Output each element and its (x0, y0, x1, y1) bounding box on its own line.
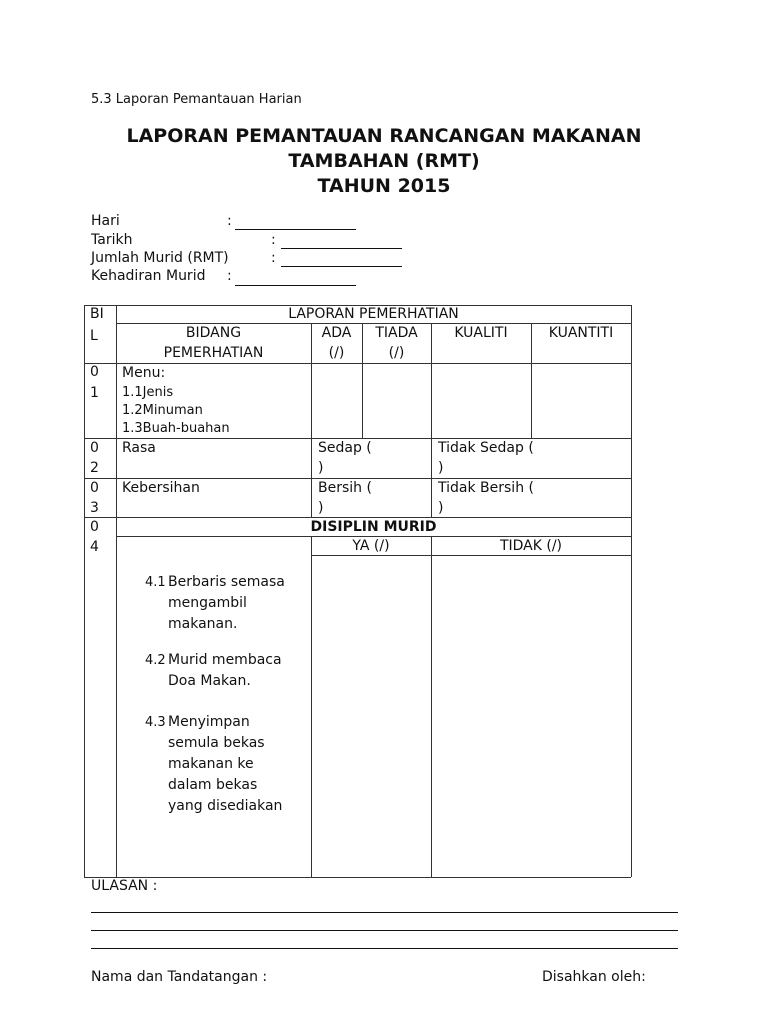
col-ya: YA (/) (352, 538, 390, 554)
field-jumlah-input[interactable] (281, 266, 402, 267)
field-kehadiran-label: Kehadiran Murid (91, 268, 206, 284)
row2-option-tidak-sedap: Tidak Sedap ( (438, 440, 534, 456)
field-jumlah-label: Jumlah Murid (RMT) (91, 250, 229, 266)
col-tiada-line-2: (/) (388, 345, 405, 361)
row1-bil-line-1: 0 (90, 364, 99, 380)
ulasan-line[interactable] (91, 930, 678, 931)
field-kehadiran-colon: : (227, 268, 232, 284)
row3-bil-line-2: 3 (90, 500, 99, 516)
page-title-line-1: LAPORAN PEMANTAUAN RANCANGAN MAKANAN (126, 125, 642, 147)
row2-bil-line-2: 2 (90, 460, 99, 476)
bil-header-line-1: BI (90, 306, 104, 322)
disiplin-murid-header: DISIPLIN MURID (310, 519, 437, 535)
col-ada-line-1: ADA (321, 325, 352, 341)
disiplin-item-text: makanan ke (168, 756, 254, 772)
disiplin-item-text: dalam bekas (168, 777, 258, 793)
field-tarikh-label: Tarikh (91, 232, 133, 248)
nama-tandatangan-label: Nama dan Tandatangan : (91, 969, 268, 985)
disiplin-item-text: semula bekas (168, 735, 265, 751)
field-hari-input[interactable] (235, 229, 356, 230)
col-kualiti: KUALITI (454, 325, 508, 341)
row1-item: 1.2Minuman (122, 403, 203, 418)
row1-item: 1.1Jenis (122, 385, 174, 400)
field-kehadiran-input[interactable] (235, 285, 356, 286)
row4-bil-line-2: 4 (90, 539, 99, 555)
row2-bil-line-1: 0 (90, 440, 99, 456)
disiplin-item-number: 4.1 (145, 575, 166, 590)
field-hari-colon: : (227, 213, 232, 229)
bil-header-line-2: L (90, 328, 98, 344)
section-label: 5.3 Laporan Pemantauan Harian (91, 92, 302, 107)
disiplin-item-number: 4.3 (145, 715, 166, 730)
table-left-border (84, 305, 85, 877)
disiplin-item-text: Berbaris semasa (168, 574, 285, 590)
col-bidang-line-2: PEMERHATIAN (163, 345, 264, 361)
col-bidang-line-1: BIDANG (185, 325, 242, 341)
table-right-border (631, 305, 632, 877)
table-col-divider (431, 323, 432, 517)
row1-bil-line-2: 1 (90, 385, 99, 401)
table-row-divider (84, 363, 631, 364)
col-tidak: TIDAK (/) (499, 538, 563, 554)
col-tiada-line-1: TIADA (375, 325, 418, 341)
row2-option-tidak-sedap-close: ) (438, 460, 444, 476)
col-ada-line-2: (/) (328, 345, 345, 361)
table-col-divider (311, 536, 312, 877)
field-hari-label: Hari (91, 213, 120, 229)
row1-menu-title: Menu: (122, 365, 166, 381)
field-tarikh-input[interactable] (281, 248, 402, 249)
row3-option-bersih-close: ) (318, 500, 324, 516)
disiplin-item-number: 4.2 (145, 653, 166, 668)
row3-bil-line-1: 0 (90, 480, 99, 496)
page-title-line-2: TAMBAHAN (RMT) (288, 150, 480, 172)
table-col-divider (431, 536, 432, 877)
ulasan-label: ULASAN : (91, 878, 158, 894)
table-bottom-border (84, 877, 631, 878)
laporan-pemerhatian-header: LAPORAN PEMERHATIAN (288, 306, 459, 322)
row2-option-sedap-close: ) (318, 460, 324, 476)
disahkan-oleh-label: Disahkan oleh: (542, 969, 646, 985)
ulasan-line[interactable] (91, 912, 678, 913)
row3-label: Kebersihan (122, 480, 200, 496)
disiplin-item-text: makanan. (168, 616, 238, 632)
row3-option-tidak-bersih: Tidak Bersih ( (438, 480, 534, 496)
disiplin-item-text: Menyimpan (168, 714, 250, 730)
page-title-line-3: TAHUN 2015 (317, 175, 451, 197)
ulasan-line[interactable] (91, 948, 678, 949)
disiplin-item-text: Doa Makan. (168, 673, 251, 689)
disiplin-item-text: mengambil (168, 595, 247, 611)
row3-option-bersih: Bersih ( (318, 480, 372, 496)
row2-label: Rasa (122, 440, 156, 456)
row4-bil-line-1: 0 (90, 519, 99, 535)
table-col-divider (116, 305, 117, 877)
row3-option-tidak-bersih-close: ) (438, 500, 444, 516)
field-jumlah-colon: : (271, 250, 276, 266)
field-tarikh-colon: : (271, 232, 276, 248)
row1-item: 1.3Buah-buahan (122, 421, 230, 436)
disiplin-item-text: yang disediakan (168, 798, 283, 814)
row2-option-sedap: Sedap ( (318, 440, 372, 456)
disiplin-item-text: Murid membaca (168, 652, 282, 668)
col-kuantiti: KUANTITI (548, 325, 614, 341)
